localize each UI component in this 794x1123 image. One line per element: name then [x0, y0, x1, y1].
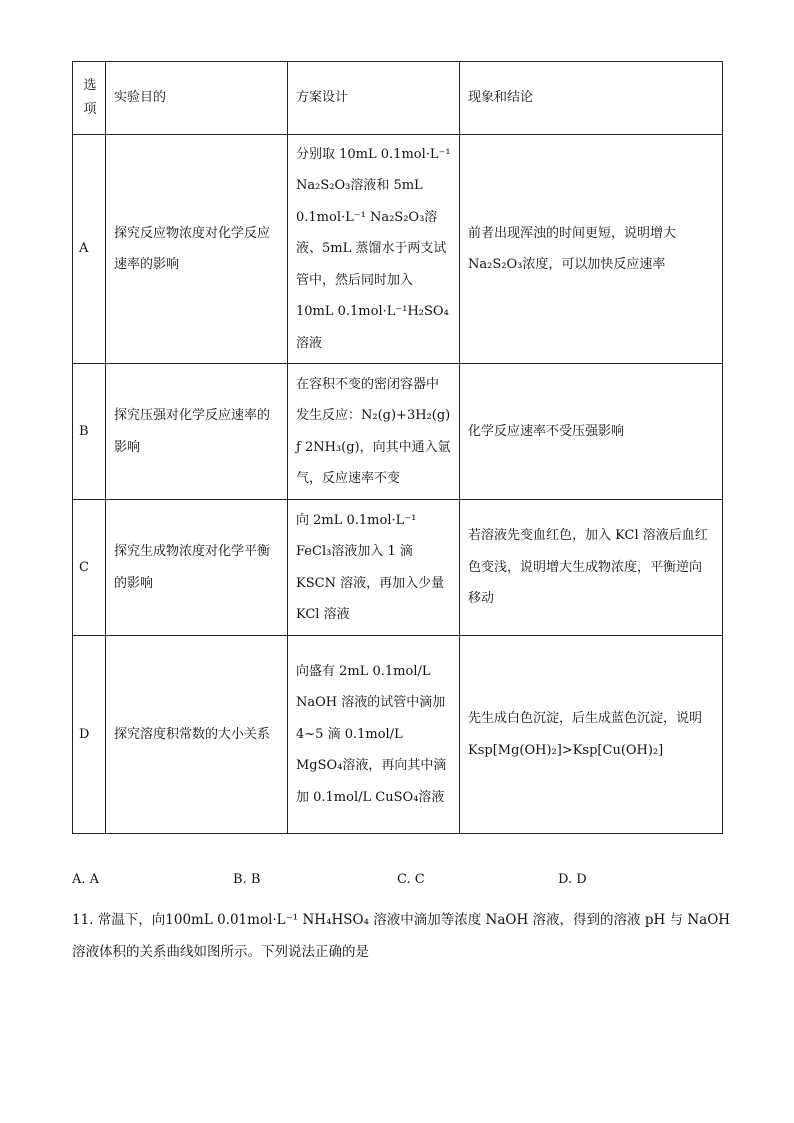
- row-option: C: [73, 500, 106, 636]
- header-conclusion: 现象和结论: [460, 62, 723, 135]
- header-option: 选项: [73, 62, 106, 135]
- header-purpose: 实验目的: [106, 62, 288, 135]
- table-row: [73, 364, 723, 500]
- row-purpose: 探究压强对化学反应速率的影响: [106, 364, 288, 500]
- choice-c[interactable]: C. C: [397, 872, 425, 887]
- choice-d[interactable]: D. D: [558, 872, 587, 887]
- table-row: [73, 135, 723, 364]
- row-conclusion: 化学反应速率不受压强影响: [460, 364, 723, 500]
- row-purpose: 探究生成物浓度对化学平衡的影响: [106, 500, 288, 636]
- row-conclusion: 先生成白色沉淀，后生成蓝色沉淀，说明 Ksp[Mg(OH)₂]>Ksp[Cu(OH)₂]: [460, 636, 723, 834]
- row-option: A: [73, 135, 106, 364]
- row-purpose: 探究反应物浓度对化学反应速率的影响: [106, 135, 288, 364]
- experiment-table: [72, 61, 723, 834]
- row-purpose: 探究溶度积常数的大小关系: [106, 636, 288, 834]
- table-row: [73, 500, 723, 636]
- answer-choices: [72, 872, 722, 892]
- row-conclusion: 前者出现浑浊的时间更短，说明增大Na₂S₂O₃浓度，可以加快反应速率: [460, 135, 723, 364]
- row-design: 向 2mL 0.1mol·L⁻¹ FeCl₃溶液加入 1 滴 KSCN 溶液，再加入少量 KCl 溶液: [288, 500, 460, 636]
- choice-b[interactable]: B. B: [233, 872, 261, 887]
- header-design: 方案设计: [288, 62, 460, 135]
- table-header-row: [73, 62, 723, 135]
- question-11: 11. 常温下，向100mL 0.01mol·L⁻¹ NH₄HSO₄ 溶液中滴加等浓度 NaOH 溶液，得到的溶液 pH 与 NaOH 溶液体积的关系曲线如图所示。下列说法正确的是: [72, 912, 731, 960]
- row-design: 向盛有 2mL 0.1mol/L NaOH 溶液的试管中滴加 4~5 滴 0.1mol/L MgSO₄溶液，再向其中滴加 0.1mol/L CuSO₄溶液: [288, 636, 460, 834]
- row-conclusion: 若溶液先变血红色，加入 KCl 溶液后血红色变浅，说明增大生成物浓度，平衡逆向移动: [460, 500, 723, 636]
- choice-a[interactable]: A. A: [72, 872, 100, 887]
- row-option: B: [73, 364, 106, 500]
- row-design: 分别取 10mL 0.1mol·L⁻¹ Na₂S₂O₃溶液和 5mL 0.1mol·L⁻¹ Na₂S₂O₃溶液、5mL 蒸馏水于两支试管中，然后同时加入 10mL 0.1mol·L⁻¹H₂SO₄溶液: [288, 135, 460, 364]
- row-design: 在容积不变的密闭容器中发生反应：N₂(g)+3H₂(g) ƒ 2NH₃(g)，向其中通入氩气，反应速率不变: [288, 364, 460, 500]
- row-option: D: [73, 636, 106, 834]
- table-row: [73, 636, 723, 834]
